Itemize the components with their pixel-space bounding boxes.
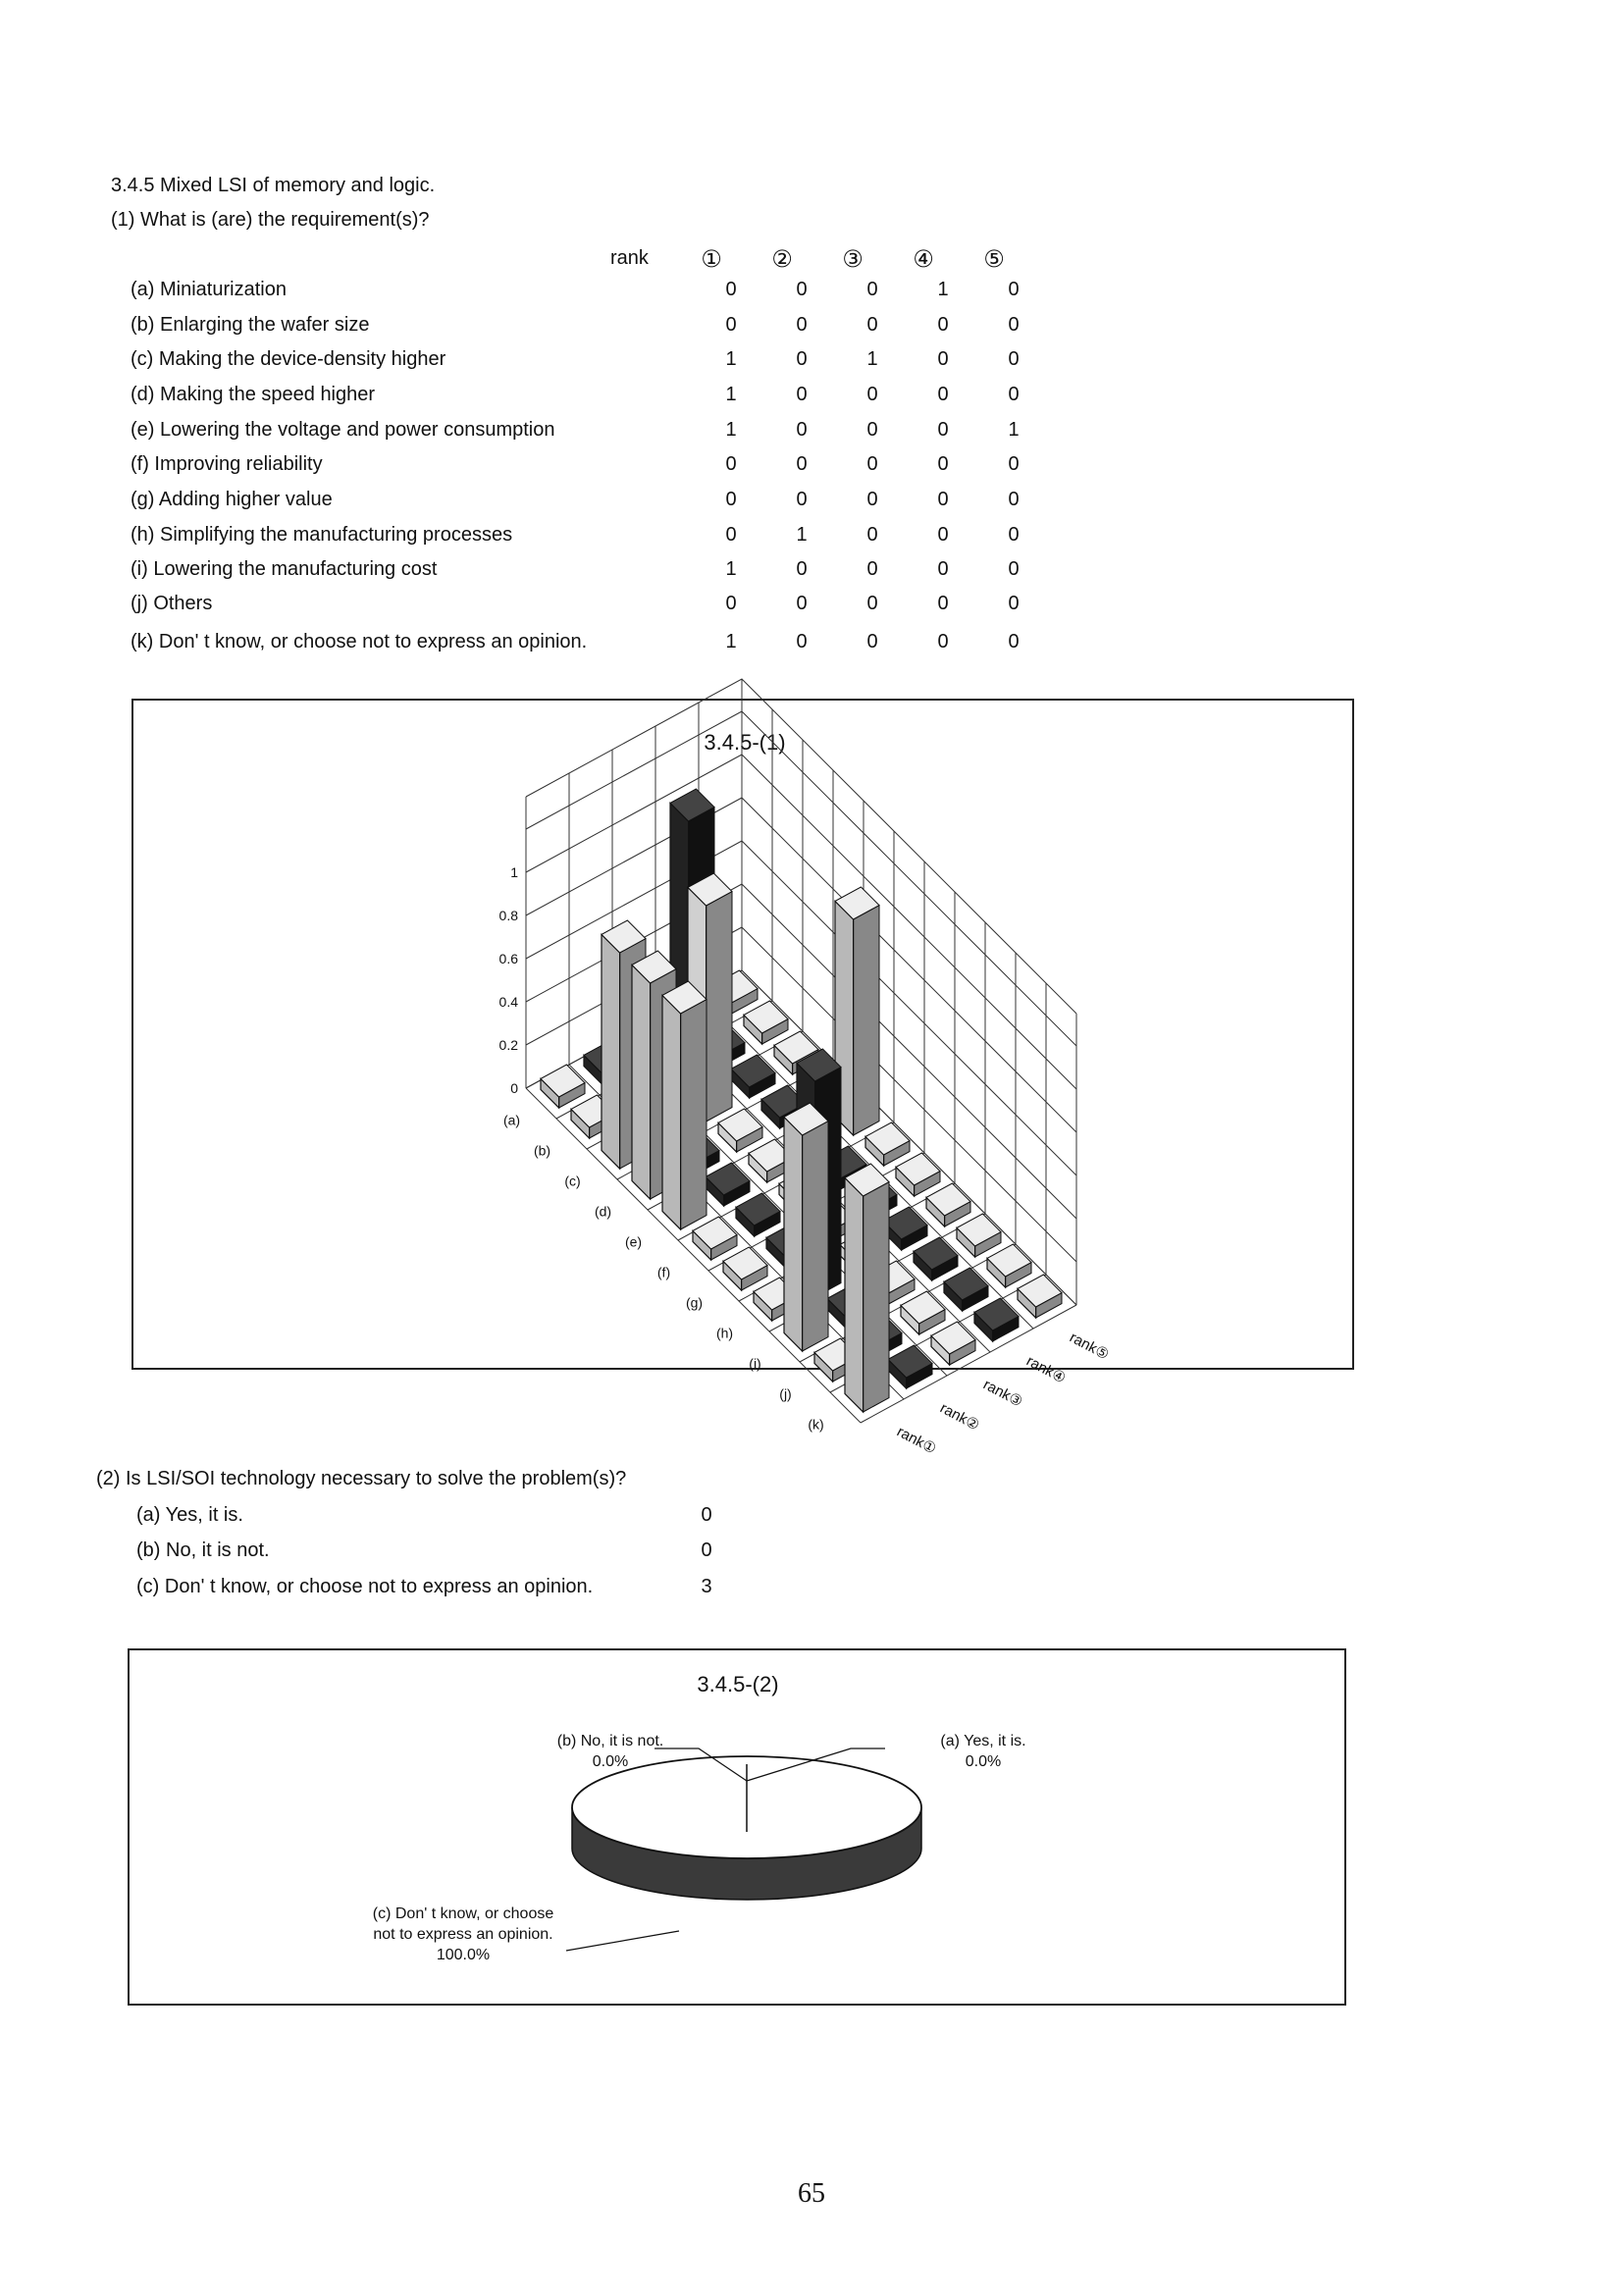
bar <box>931 1322 975 1365</box>
table-cell: 1 <box>866 348 878 370</box>
table-cell: 0 <box>866 384 878 405</box>
row-label: (d) Making the speed higher <box>131 384 376 405</box>
bar <box>718 1109 762 1152</box>
table-cell: 1 <box>937 279 949 300</box>
section-title: 3.4.5 Mixed LSI of memory and logic. <box>111 175 436 196</box>
series-tick-label: rank① <box>894 1423 939 1458</box>
bar <box>883 1207 927 1250</box>
wall-gridline <box>742 711 1076 1046</box>
table-cell: 0 <box>937 348 949 370</box>
option-label: (a) Yes, it is. <box>136 1504 243 1526</box>
pie-label-c <box>336 1904 591 1965</box>
bar <box>1018 1275 1062 1318</box>
table-cell: 0 <box>796 558 808 580</box>
bar-chart-3d <box>133 701 1352 1458</box>
pie-label-a <box>885 1731 1081 1772</box>
pie-label-a-text: (a) Yes, it is. <box>940 1733 1026 1749</box>
pie-label-a-percent: 0.0% <box>965 1753 1002 1770</box>
row-label: (b) Enlarging the wafer size <box>131 314 370 336</box>
rank-header: ⑤ <box>983 246 1005 273</box>
bar-face <box>662 995 681 1229</box>
series-tick-label: rank④ <box>1023 1352 1069 1387</box>
table-cell: 1 <box>725 419 737 441</box>
rank-header: ④ <box>913 246 934 273</box>
pie-label-c-line1: (c) Don' t know, or choose <box>372 1905 554 1922</box>
table-cell: 0 <box>725 314 737 336</box>
table-cell: 0 <box>937 489 949 510</box>
page-number: 65 <box>798 2178 825 2209</box>
z-tick-label: 0.4 <box>498 994 518 1010</box>
table-cell: 0 <box>796 348 808 370</box>
table-cell: 0 <box>1008 384 1020 405</box>
pie-label-c-line2: not to express an opinion. <box>373 1926 553 1943</box>
pie-chart-title: 3.4.5-(2) <box>697 1672 779 1696</box>
table-cell: 1 <box>796 524 808 546</box>
table-cell: 0 <box>866 314 878 336</box>
table-cell: 1 <box>1008 419 1020 441</box>
bar <box>957 1214 1001 1257</box>
table-cell: 0 <box>937 314 949 336</box>
table-cell: 1 <box>725 348 737 370</box>
bar <box>835 887 879 1135</box>
bar-face <box>845 1177 864 1412</box>
pie-label-b-percent: 0.0% <box>592 1753 629 1770</box>
option-count: 0 <box>701 1504 712 1526</box>
option-count: 0 <box>701 1539 712 1561</box>
table-cell: 0 <box>937 631 949 652</box>
table-cell: 0 <box>937 558 949 580</box>
row-label: (a) Miniaturization <box>131 279 287 300</box>
table-cell: 0 <box>796 419 808 441</box>
rank-header: ② <box>771 246 793 273</box>
bar <box>731 1055 775 1098</box>
bar <box>888 1345 932 1388</box>
row-label: (c) Making the device-density higher <box>131 348 446 370</box>
bar <box>896 1153 940 1196</box>
z-tick-label: 0.8 <box>498 908 518 923</box>
bar <box>784 1103 828 1351</box>
bar <box>987 1244 1031 1287</box>
table-cell: 0 <box>725 489 737 510</box>
pie-chart-frame <box>128 1648 1346 2006</box>
table-cell: 0 <box>937 524 949 546</box>
bar <box>723 1247 767 1290</box>
category-tick-label: (b) <box>533 1142 551 1159</box>
category-tick-label: (k) <box>808 1416 824 1433</box>
bar-face <box>681 1000 707 1229</box>
category-tick-label: (c) <box>564 1173 581 1189</box>
pie-chart-3d <box>130 1650 1344 2004</box>
bar <box>914 1237 958 1280</box>
category-tick-label: (g) <box>685 1294 704 1311</box>
question-1-title: (1) What is (are) the requirement(s)? <box>111 209 430 231</box>
bar-chart-title: 3.4.5-(1) <box>704 730 786 755</box>
table-cell: 0 <box>1008 314 1020 336</box>
table-cell: 0 <box>1008 593 1020 614</box>
bar-face <box>854 906 879 1135</box>
table-cell: 0 <box>796 631 808 652</box>
table-cell: 0 <box>866 279 878 300</box>
table-cell: 1 <box>725 558 737 580</box>
table-cell: 0 <box>866 419 878 441</box>
table-cell: 0 <box>866 631 878 652</box>
table-cell: 0 <box>937 419 949 441</box>
wall-gridline <box>742 798 1076 1132</box>
series-tick-label: rank③ <box>980 1376 1025 1411</box>
table-cell: 1 <box>725 631 737 652</box>
rank-header: ③ <box>842 246 864 273</box>
table-cell: 0 <box>1008 453 1020 475</box>
bar <box>845 1164 889 1412</box>
option-label: (c) Don' t know, or choose not to express an opinion. <box>136 1576 594 1597</box>
table-cell: 0 <box>937 593 949 614</box>
table-cell: 0 <box>866 453 878 475</box>
table-cell: 0 <box>796 593 808 614</box>
table-cell: 0 <box>937 384 949 405</box>
table-cell: 0 <box>725 593 737 614</box>
row-label: (i) Lowering the manufacturing cost <box>131 558 438 580</box>
table-cell: 0 <box>796 489 808 510</box>
bar <box>541 1065 585 1108</box>
bar <box>974 1298 1019 1341</box>
bar <box>926 1183 970 1226</box>
bar <box>706 1163 750 1206</box>
option-label: (b) No, it is not. <box>136 1539 270 1561</box>
table-cell: 0 <box>1008 558 1020 580</box>
question-2-title: (2) Is LSI/SOI technology necessary to solve the problem(s)? <box>96 1468 627 1489</box>
pie-label-b-text: (b) No, it is not. <box>556 1733 664 1749</box>
bar <box>744 1001 788 1044</box>
bar <box>693 1217 737 1260</box>
row-label: (h) Simplifying the manufacturing processes <box>131 524 513 546</box>
z-tick-label: 0.2 <box>498 1037 518 1053</box>
pie-label-c-percent: 100.0% <box>436 1947 491 1963</box>
table-cell: 0 <box>725 279 737 300</box>
z-tick-label: 0.6 <box>498 951 518 966</box>
series-tick-label: rank② <box>937 1399 982 1435</box>
bar <box>865 1122 910 1166</box>
category-tick-label: (d) <box>594 1203 612 1220</box>
row-label: (g) Adding higher value <box>131 489 333 510</box>
series-tick-label: rank⑤ <box>1067 1329 1112 1364</box>
bar-face <box>864 1182 889 1412</box>
row-label: (f) Improving reliability <box>131 453 323 475</box>
table-cell: 0 <box>866 524 878 546</box>
z-tick-label: 1 <box>510 864 518 880</box>
table-cell: 0 <box>1008 631 1020 652</box>
bar-face <box>632 965 651 1199</box>
table-cell: 0 <box>796 279 808 300</box>
rank-header: ① <box>701 246 722 273</box>
table-cell: 0 <box>796 453 808 475</box>
row-label: (j) Others <box>131 593 213 614</box>
category-tick-label: (a) <box>502 1112 521 1128</box>
category-tick-label: (i) <box>749 1355 761 1372</box>
bar <box>736 1193 780 1236</box>
table-cell: 1 <box>725 384 737 405</box>
bar-face <box>602 934 620 1169</box>
table-cell: 0 <box>796 384 808 405</box>
category-tick-label: (f) <box>656 1264 671 1280</box>
category-tick-label: (j) <box>779 1385 792 1402</box>
pie-label-b <box>512 1731 708 1772</box>
bar <box>901 1291 945 1334</box>
bar <box>944 1268 988 1311</box>
bar-face <box>784 1117 803 1351</box>
table-cell: 0 <box>1008 524 1020 546</box>
table-cell: 0 <box>1008 348 1020 370</box>
z-tick-label: 0 <box>510 1080 518 1096</box>
table-cell: 0 <box>796 314 808 336</box>
table-cell: 0 <box>866 593 878 614</box>
option-count: 3 <box>701 1576 712 1597</box>
row-label: (e) Lowering the voltage and power consumption <box>131 419 555 441</box>
table-cell: 0 <box>937 453 949 475</box>
rank-label: rank <box>610 247 649 269</box>
table-cell: 0 <box>866 558 878 580</box>
category-tick-label: (h) <box>715 1325 734 1341</box>
bar <box>662 981 707 1229</box>
table-cell: 0 <box>866 489 878 510</box>
table-cell: 0 <box>725 524 737 546</box>
table-cell: 0 <box>1008 489 1020 510</box>
bar-face <box>707 892 732 1122</box>
table-cell: 0 <box>725 453 737 475</box>
category-tick-label: (e) <box>624 1233 643 1250</box>
bar-face <box>803 1122 828 1351</box>
row-label: (k) Don' t know, or choose not to express an opinion. <box>131 631 588 652</box>
table-cell: 0 <box>1008 279 1020 300</box>
bar-chart-frame <box>131 699 1354 1458</box>
